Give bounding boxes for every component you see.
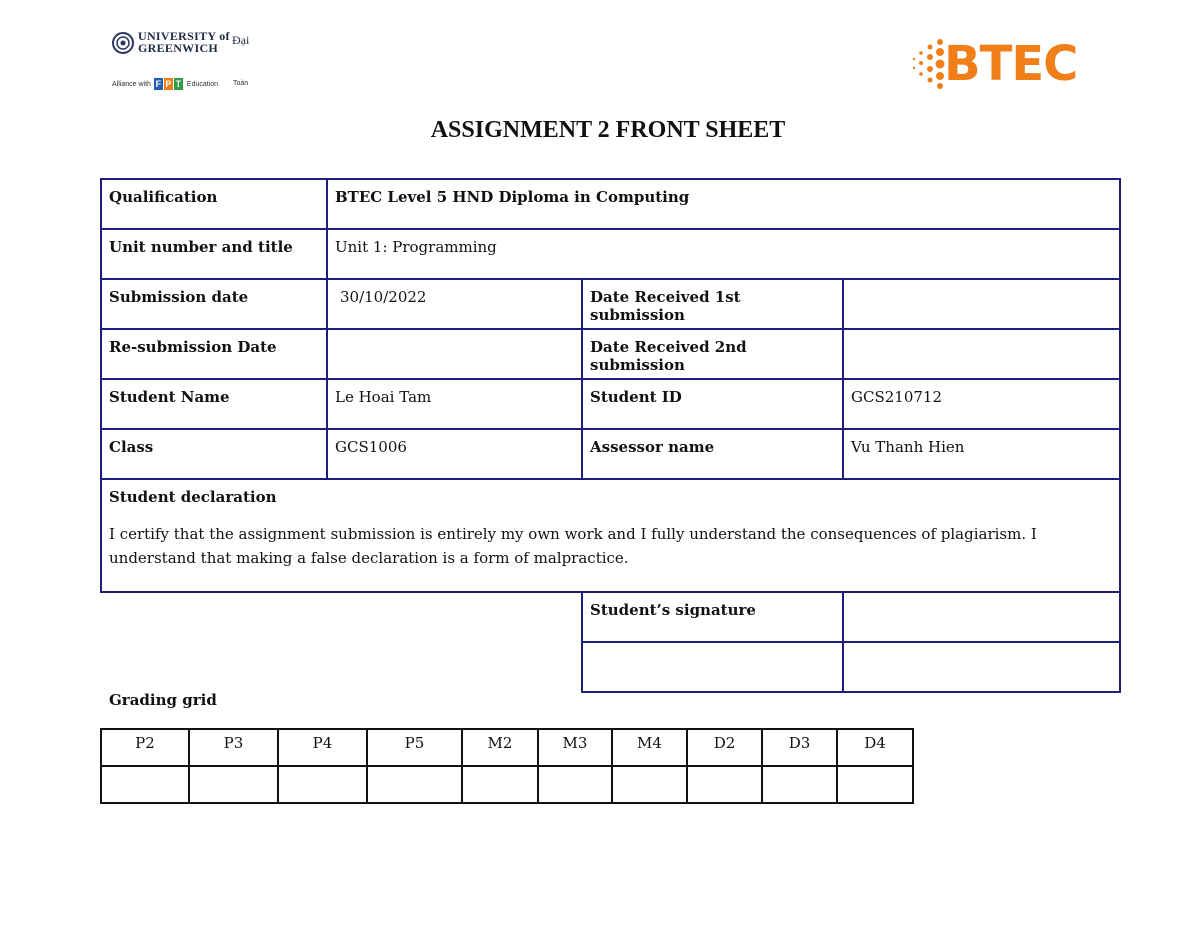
student-name-label: Student Name: [101, 379, 327, 429]
student-name-value: Le Hoai Tam: [327, 379, 582, 429]
grading-value-row: [101, 766, 913, 803]
signature-field[interactable]: [843, 592, 1120, 642]
grade-cell[interactable]: [462, 766, 538, 803]
university-name: UNIVERSITY of GREENWICH: [138, 29, 230, 55]
grade-cell[interactable]: [687, 766, 762, 803]
grade-column-header: D3: [762, 729, 837, 766]
qualification-label: Qualification: [101, 179, 327, 229]
signature-extra-cell: [582, 642, 843, 692]
btec-logo: [910, 38, 1077, 90]
partner-extra-text: Toàn: [233, 80, 249, 87]
grade-column-header: M2: [462, 729, 538, 766]
signature-label: Student’s signature: [582, 592, 843, 642]
grade-cell[interactable]: [367, 766, 462, 803]
university-extra-text: Đại: [232, 33, 250, 47]
date-received-1-value: [843, 279, 1120, 329]
declaration-row: [101, 479, 1120, 592]
grade-cell[interactable]: [762, 766, 837, 803]
grading-grid-label: Grading grid: [109, 691, 217, 709]
btec-dots-icon: [910, 38, 946, 90]
table-row: [101, 329, 1120, 379]
grade-column-header: M4: [612, 729, 687, 766]
unit-label: Unit number and title: [101, 229, 327, 279]
page-title: ASSIGNMENT 2 FRONT SHEET: [430, 117, 786, 143]
front-sheet-table: [100, 178, 1121, 693]
date-received-1-label: Date Received 1st submission: [582, 279, 843, 329]
grade-cell[interactable]: [538, 766, 612, 803]
declaration-cell: [101, 479, 1120, 592]
submission-date-value: 30/10/2022: [327, 279, 582, 329]
university-logo: [112, 30, 272, 96]
declaration-text: I certify that the assignment submission is entirely my own work and I fully understand the consequences of plagiarism. I understand that making a false declaration is a form of malpractice.: [109, 525, 1037, 567]
student-id-value: GCS210712: [843, 379, 1120, 429]
grade-cell[interactable]: [837, 766, 913, 803]
fpt-logo: F P T: [155, 79, 182, 89]
student-id-label: Student ID: [582, 379, 843, 429]
qualification-value: BTEC Level 5 HND Diploma in Computing: [327, 179, 1120, 229]
signature-extra-cell: [843, 642, 1120, 692]
grade-cell[interactable]: [278, 766, 367, 803]
assessor-value: Vu Thanh Hien: [843, 429, 1120, 479]
grade-column-header: P2: [101, 729, 189, 766]
date-received-2-label: Date Received 2nd submission: [582, 329, 843, 379]
grade-column-header: D2: [687, 729, 762, 766]
grade-column-header: M3: [538, 729, 612, 766]
assessor-label: Assessor name: [582, 429, 843, 479]
class-value: GCS1006: [327, 429, 582, 479]
declaration-title: Student declaration: [109, 488, 277, 506]
grade-column-header: P5: [367, 729, 462, 766]
table-row: [101, 429, 1120, 479]
grade-column-header: P3: [189, 729, 278, 766]
table-row: [101, 179, 1120, 229]
grading-grid: [100, 728, 914, 804]
grade-column-header: D4: [837, 729, 913, 766]
signature-row-2: [101, 642, 1120, 692]
grading-header-row: [101, 729, 913, 766]
resubmission-label: Re-submission Date: [101, 329, 327, 379]
btec-logo-text: BTEC: [944, 36, 1078, 92]
class-label: Class: [101, 429, 327, 479]
submission-date-label: Submission date: [101, 279, 327, 329]
resubmission-value: [327, 329, 582, 379]
signature-row: [101, 592, 1120, 642]
grade-cell[interactable]: [101, 766, 189, 803]
university-seal-icon: [112, 32, 134, 54]
grade-cell[interactable]: [612, 766, 687, 803]
table-row: [101, 279, 1120, 329]
date-received-2-value: [843, 329, 1120, 379]
table-row: [101, 229, 1120, 279]
unit-value: Unit 1: Programming: [327, 229, 1120, 279]
grade-column-header: P4: [278, 729, 367, 766]
partner-line: Alliance with F P T Education: [112, 79, 219, 89]
table-row: [101, 379, 1120, 429]
grade-cell[interactable]: [189, 766, 278, 803]
